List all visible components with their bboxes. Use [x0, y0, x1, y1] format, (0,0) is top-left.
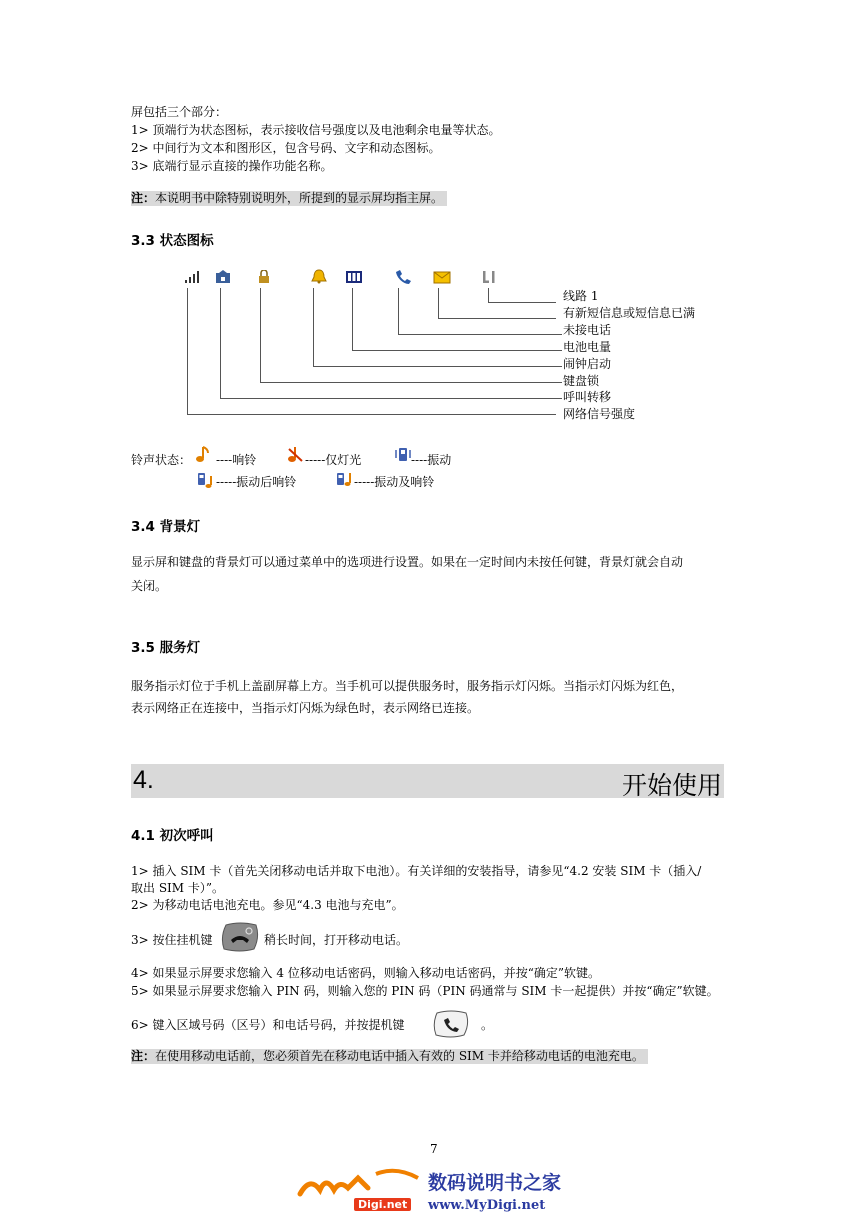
ring-status-item: -----仅灯光 [305, 453, 362, 467]
intro-line: 2> 中间行为文本和图形区，包含号码、文字和动态图标。 [131, 141, 441, 155]
connector-line [398, 288, 399, 334]
connector-line [488, 302, 556, 303]
ring-note-icon [194, 446, 210, 464]
step-line: 3> 按住挂机键 [131, 933, 213, 947]
alarm-bell-icon [311, 269, 327, 284]
step-line: 2> 为移动电话电池充电。参见“4.3 电池与充电”。 [131, 898, 404, 912]
note-2 [131, 1049, 648, 1064]
ring-status-prefix: 铃声状态： [131, 453, 192, 467]
connector-line [313, 288, 314, 366]
connector-line [438, 288, 439, 318]
status-label: 网络信号强度 [563, 407, 636, 421]
connector-line [398, 334, 562, 335]
connector-line [260, 382, 562, 383]
connector-line [438, 318, 556, 319]
connector-line [313, 366, 562, 367]
note-label: 注： [131, 1049, 156, 1063]
step-line: 稍长时间，打开移动电话。 [264, 933, 409, 947]
footer-logo [296, 1168, 576, 1218]
step-line: 。 [481, 1018, 494, 1032]
status-label: 呼叫转移 [563, 390, 612, 404]
call-divert-icon [215, 270, 231, 284]
connector-line [488, 288, 489, 302]
note-text: 本说明书中除特别说明外，所提到的显示屏均指主屏。 [155, 191, 444, 205]
footer-url: www.MyDigi.net [428, 1198, 546, 1213]
note-1 [131, 191, 447, 206]
step-line: 5> 如果显示屏要求您输入 PIN 码，则输入您的 PIN 码（PIN 码通常与 SIM 卡一起提供）并按“确定”软键。 [131, 984, 719, 998]
status-label: 键盘锁 [563, 374, 600, 388]
status-label: 电池电量 [563, 340, 612, 354]
light-only-icon [287, 446, 305, 464]
send-key-icon [432, 1009, 470, 1039]
signal-strength-icon [184, 270, 204, 284]
connector-line [260, 288, 261, 382]
paragraph: 显示屏和键盘的背景灯可以通过菜单中的选项进行设置。如果在一定时间内未按任何键，背景灯就会自动 [131, 555, 684, 569]
status-label: 未接电话 [563, 323, 612, 337]
section-title-3-5: 3.5 服务灯 [131, 640, 201, 656]
step-line: 6> 键入区域号码（区号）和电话号码，并按提机键 [131, 1018, 405, 1032]
line-1-icon [481, 270, 497, 284]
paragraph: 服务指示灯位于手机上盖副屏幕上方。当手机可以提供服务时，服务指示灯闪烁。当指示灯闪烁为红色， [131, 679, 684, 693]
step-line: 取出 SIM 卡）”。 [131, 881, 225, 895]
vibrate-and-ring-icon [335, 471, 355, 489]
status-label: 闹钟启动 [563, 357, 612, 371]
intro-line: 3> 底端行显示直接的操作功能名称。 [131, 159, 333, 173]
note-label: 注： [131, 191, 156, 205]
status-label: 有新短信息或短信息已满 [563, 306, 696, 320]
intro-line: 1> 顶端行为状态图标，表示接收信号强度以及电池剩余电量等状态。 [131, 123, 501, 137]
ring-status-item: -----振动及响铃 [354, 475, 435, 489]
message-envelope-icon [433, 271, 451, 284]
connector-line [220, 288, 221, 398]
page-number: 7 [430, 1142, 438, 1156]
chapter-number: 4. [133, 766, 154, 794]
section-title-3-3: 3.3 状态图标 [131, 233, 214, 249]
footer-brand: 数码说明书之家 [428, 1172, 562, 1194]
section-title-3-4: 3.4 背景灯 [131, 519, 201, 535]
section-title-4-1: 4.1 初次呼叫 [131, 828, 214, 844]
end-key-icon [220, 921, 260, 953]
connector-line [187, 288, 188, 414]
battery-icon [345, 270, 363, 284]
vibrate-then-ring-icon [196, 471, 216, 489]
connector-line [352, 350, 562, 351]
connector-line [352, 288, 353, 350]
vibrate-icon [395, 446, 411, 464]
footer-badge: Digi.net [354, 1198, 411, 1211]
ring-status-item: -----振动后响铃 [216, 475, 297, 489]
connector-line [220, 398, 562, 399]
chapter-heading [131, 764, 724, 798]
ring-status-item: ----振动 [411, 453, 452, 467]
step-line: 4> 如果显示屏要求您输入 4 位移动电话密码，则输入移动电话密码，并按“确定”软键。 [131, 966, 601, 980]
chapter-title: 开始使用 [621, 771, 722, 800]
note-text: 在使用移动电话前，您必须首先在移动电话中插入有效的 SIM 卡并给移动电话的电池充电。 [155, 1049, 644, 1063]
step-line: 1> 插入 SIM 卡（首先关闭移动电话并取下电池）。有关详细的安装指导，请参见“4.2 安装 SIM 卡（插入/ [131, 864, 702, 878]
keypad-lock-icon [257, 270, 271, 284]
ring-status-item: ----响铃 [216, 453, 257, 467]
intro-line: 屏包括三个部分： [131, 105, 228, 119]
connector-line [187, 414, 556, 415]
status-label: 线路 1 [563, 289, 599, 303]
missed-call-icon [394, 269, 412, 284]
paragraph: 关闭。 [131, 579, 168, 593]
paragraph: 表示网络正在连接中，当指示灯闪烁为绿色时，表示网络已连接。 [131, 701, 480, 715]
